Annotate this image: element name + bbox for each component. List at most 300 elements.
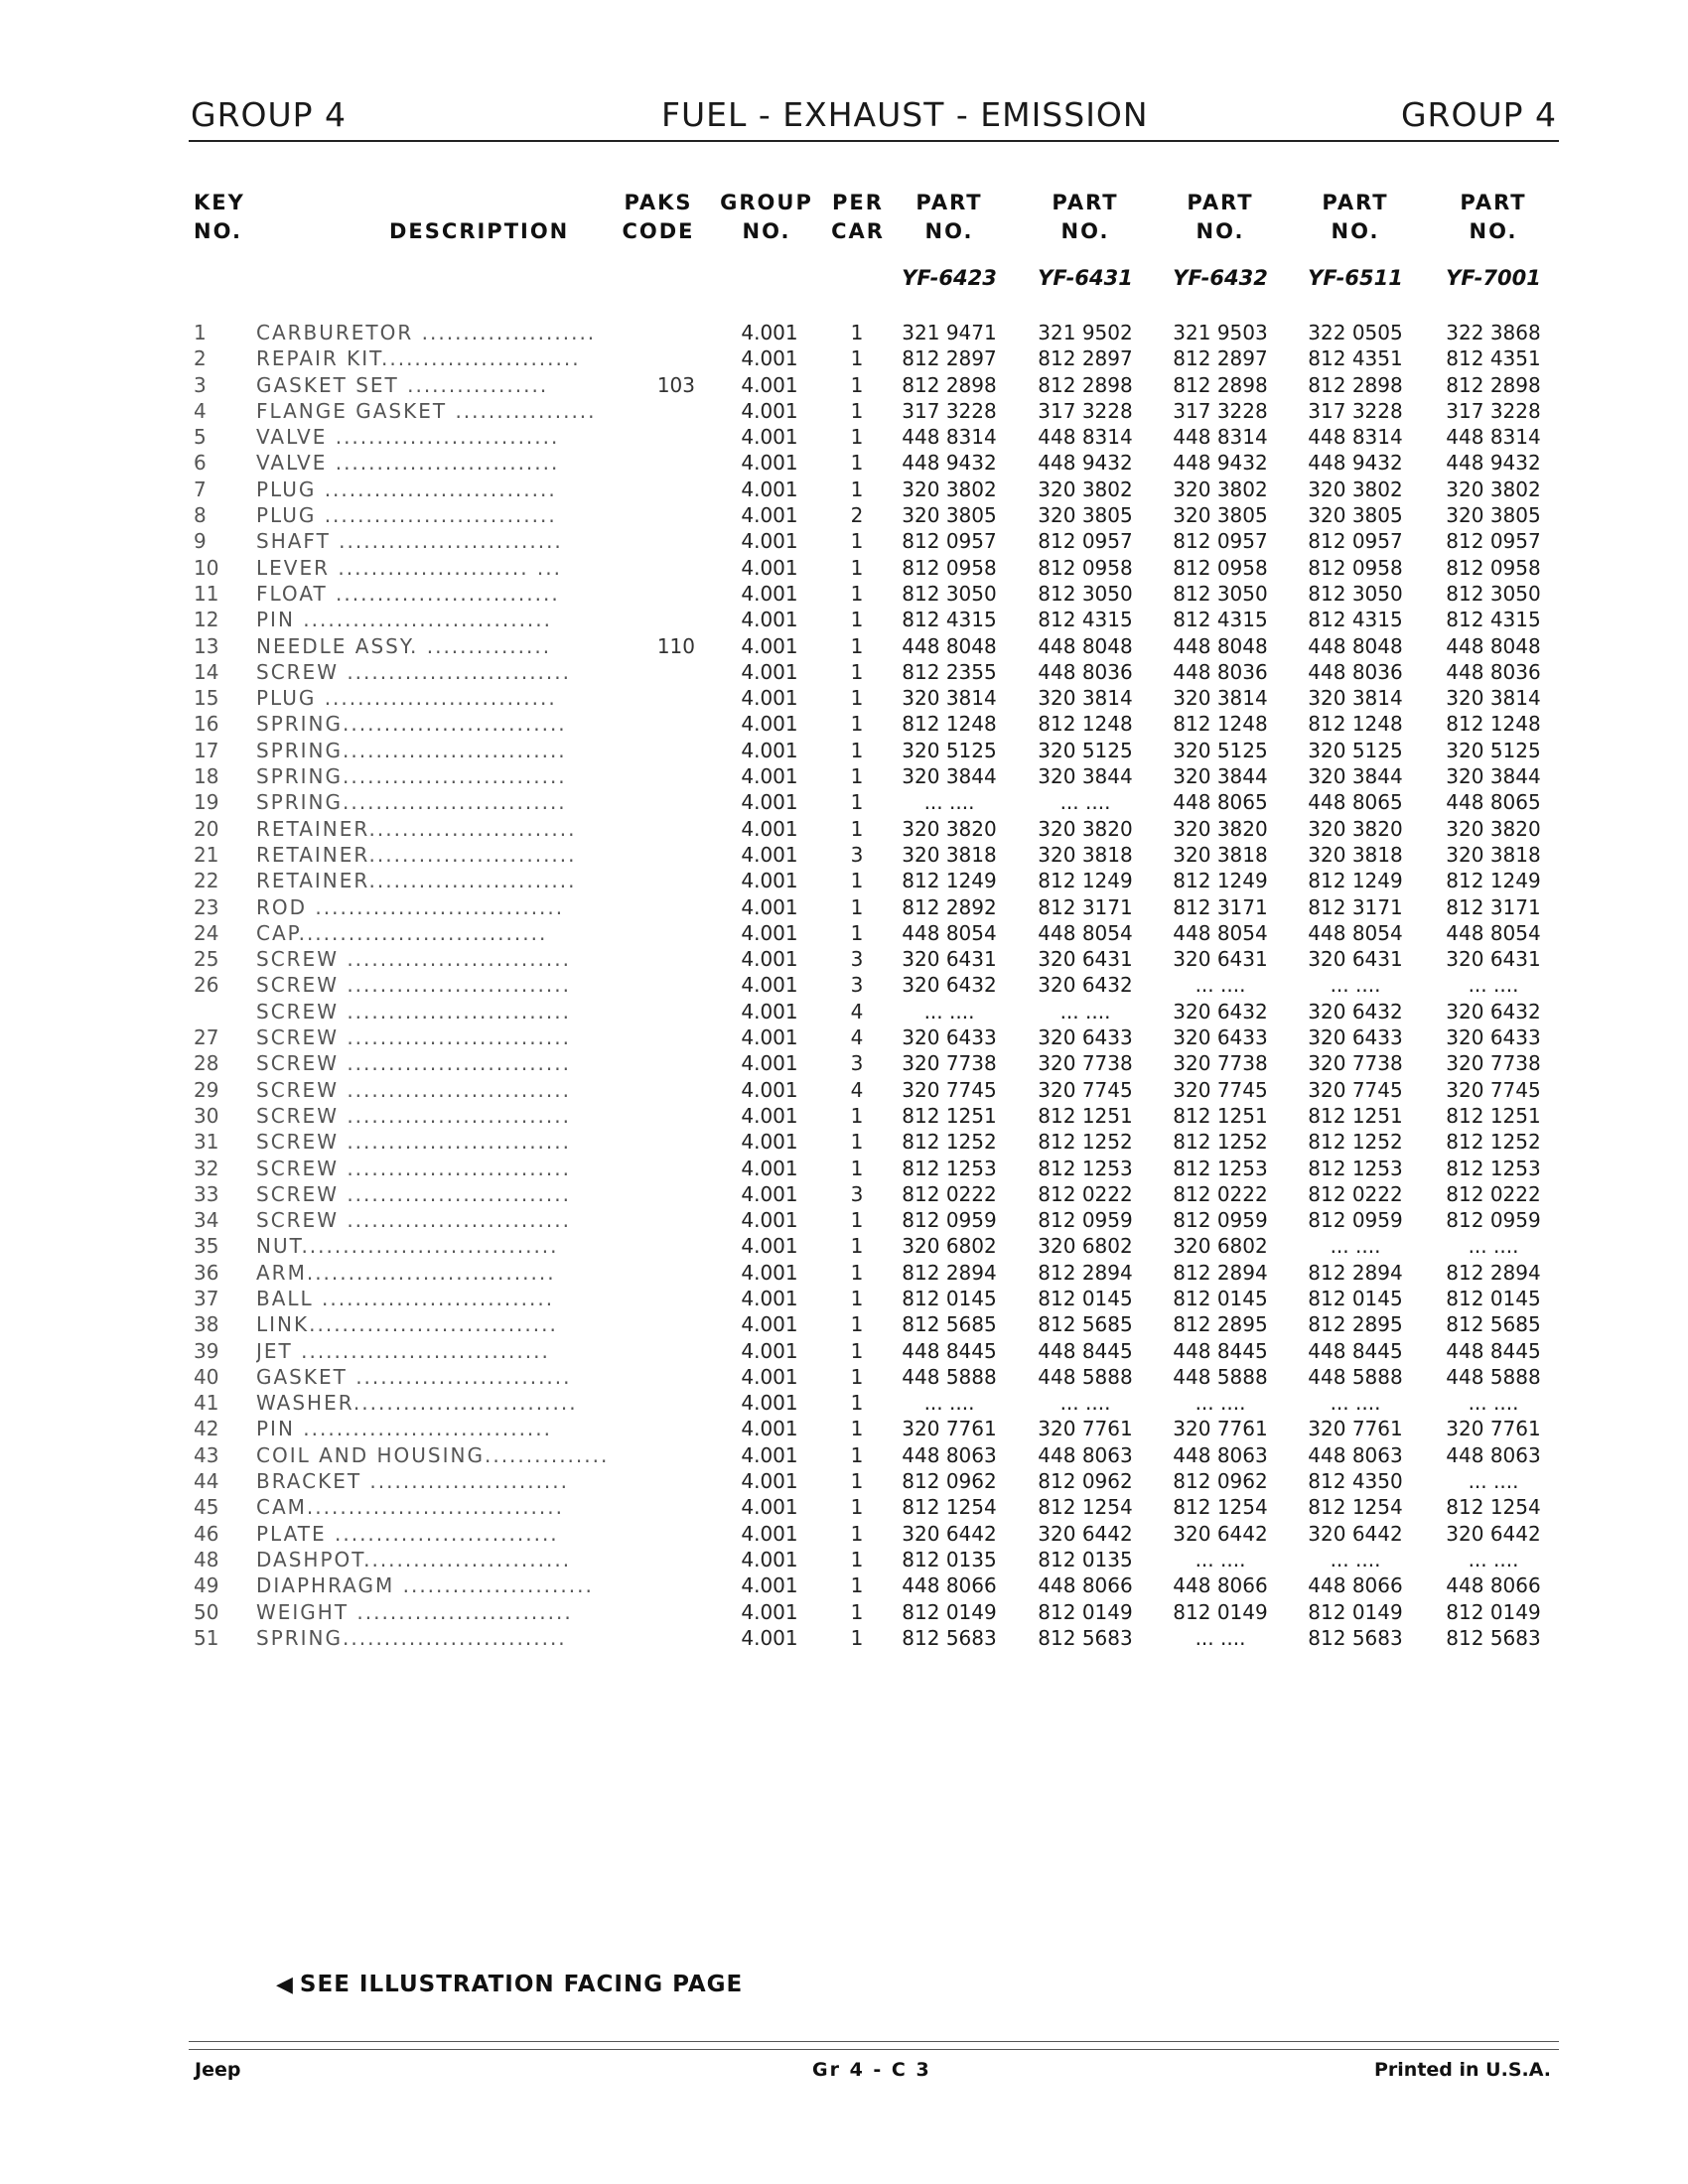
part-no-cell: 812 1249: [902, 869, 997, 893]
part-no-cell: 812 0962: [902, 1469, 997, 1494]
description-cell: SPRING...........................: [256, 712, 567, 737]
group-no-cell: 4.001: [741, 1391, 798, 1416]
table-row: [0, 345, 1688, 371]
part-no-cell: 812 5683: [902, 1625, 997, 1650]
part-no-cell: 320 7761: [1038, 1417, 1133, 1441]
part-no-cell: 320 3802: [1038, 477, 1133, 501]
model-yf-6431: YF-6431: [1038, 266, 1133, 290]
part-no-cell: 812 2894: [1308, 1260, 1403, 1285]
key-cell: 18: [194, 764, 219, 789]
part-no-cell: 321 9502: [1038, 321, 1133, 344]
description-cell: SPRING...........................: [256, 1625, 567, 1650]
part-no-cell: 320 3802: [1308, 477, 1403, 501]
description-cell: SCREW ...........................: [256, 947, 571, 972]
part-no-cell: 448 8314: [1173, 425, 1268, 450]
part-no-cell: 812 4315: [1446, 608, 1541, 632]
per-car-cell: 1: [850, 1547, 864, 1571]
table-row: [0, 1286, 1688, 1311]
description-cell: ARM..............................: [256, 1260, 556, 1285]
table-row: [0, 633, 1688, 659]
group-no-cell: 4.001: [741, 842, 798, 867]
per-car-cell: 1: [850, 608, 864, 632]
part-no-cell: 812 1252: [1173, 1130, 1268, 1155]
col-header-part-3: PART NO.: [1187, 191, 1254, 243]
description-cell: NEEDLE ASSY. ...............: [256, 633, 552, 658]
part-no-cell: 812 0145: [1038, 1286, 1133, 1310]
per-car-cell: 1: [850, 398, 864, 423]
table-row: [0, 581, 1688, 607]
part-no-cell: 448 8314: [1038, 425, 1133, 450]
part-no-cell: ... ....: [923, 999, 975, 1024]
description-cell: SCREW ...........................: [256, 1208, 571, 1233]
part-no-cell: ... ....: [923, 1391, 975, 1416]
key-cell: 42: [194, 1417, 219, 1441]
part-no-cell: 812 4315: [1173, 608, 1268, 632]
part-no-cell: 812 3171: [1173, 894, 1268, 919]
part-no-cell: ... ....: [923, 790, 975, 815]
group-no-cell: 4.001: [741, 1364, 798, 1389]
part-no-cell: 448 8048: [1038, 633, 1133, 658]
group-no-cell: 4.001: [741, 1573, 798, 1598]
description-cell: WEIGHT ..........................: [256, 1599, 573, 1624]
key-cell: 13: [194, 633, 219, 658]
part-no-cell: 812 0958: [1173, 555, 1268, 580]
part-no-cell: 812 1249: [1308, 869, 1403, 893]
col-header-per: PER CAR: [831, 191, 885, 243]
part-no-cell: 320 3805: [1038, 503, 1133, 528]
part-no-cell: 812 0145: [1308, 1286, 1403, 1310]
description-cell: SCREW ...........................: [256, 999, 571, 1024]
part-no-cell: ... ....: [1059, 999, 1111, 1024]
group-no-cell: 4.001: [741, 1338, 798, 1363]
col-header-key: KEY NO.: [194, 191, 245, 243]
key-cell: 41: [194, 1391, 219, 1416]
part-no-cell: 812 1252: [1308, 1130, 1403, 1155]
part-no-cell: 812 2898: [1308, 372, 1403, 397]
part-no-cell: 448 5888: [1446, 1364, 1541, 1389]
part-no-cell: 812 3050: [902, 581, 997, 606]
key-cell: 11: [194, 581, 219, 606]
part-no-cell: 812 2897: [1173, 346, 1268, 371]
key-cell: 36: [194, 1260, 219, 1285]
description-cell: WASHER...........................: [256, 1391, 578, 1416]
part-no-cell: 448 8036: [1308, 659, 1403, 684]
group-no-cell: 4.001: [741, 712, 798, 737]
part-no-cell: 320 6442: [1038, 1521, 1133, 1546]
table-row: [0, 424, 1688, 450]
part-no-cell: 320 7738: [1308, 1051, 1403, 1076]
description-cell: PIN ..............................: [256, 608, 552, 632]
header-rule: [189, 140, 1559, 142]
left-pointer-icon: ◀: [276, 1973, 294, 1997]
part-no-cell: 320 3844: [902, 764, 997, 789]
part-no-cell: 448 8065: [1446, 790, 1541, 815]
key-cell: 50: [194, 1599, 219, 1624]
key-cell: 12: [194, 608, 219, 632]
per-car-cell: 1: [850, 790, 864, 815]
description-cell: SCREW ...........................: [256, 1025, 571, 1050]
part-no-cell: 812 5685: [1446, 1312, 1541, 1337]
key-cell: 7: [194, 477, 207, 501]
part-no-cell: 320 6442: [1173, 1521, 1268, 1546]
part-no-cell: 320 6431: [1308, 947, 1403, 972]
table-row: [0, 1129, 1688, 1155]
part-no-cell: 812 2898: [1446, 372, 1541, 397]
part-no-cell: 448 8063: [902, 1442, 997, 1467]
group-no-cell: 4.001: [741, 451, 798, 476]
part-no-cell: 812 1248: [1308, 712, 1403, 737]
group-no-cell: 4.001: [741, 503, 798, 528]
part-no-cell: ... ....: [1468, 1391, 1519, 1416]
part-no-cell: 812 5685: [1038, 1312, 1133, 1337]
key-cell: 32: [194, 1156, 219, 1180]
group-no-cell: 4.001: [741, 477, 798, 501]
group-no-cell: 4.001: [741, 920, 798, 945]
per-car-cell: 1: [850, 1495, 864, 1520]
part-no-cell: 812 1249: [1038, 869, 1133, 893]
description-cell: CAM...............................: [256, 1495, 564, 1520]
part-no-cell: 812 1248: [1446, 712, 1541, 737]
part-no-cell: 812 2895: [1173, 1312, 1268, 1337]
key-cell: 9: [194, 529, 207, 554]
part-no-cell: 322 0505: [1308, 321, 1403, 344]
table-row: [0, 946, 1688, 972]
description-cell: PLATE ...........................: [256, 1521, 559, 1546]
description-cell: JET ..............................: [256, 1338, 550, 1363]
part-no-cell: 812 4350: [1308, 1469, 1403, 1494]
part-no-cell: 812 0149: [1308, 1599, 1403, 1624]
part-no-cell: 448 8445: [1038, 1338, 1133, 1363]
part-no-cell: 320 7761: [1446, 1417, 1541, 1441]
per-car-cell: 1: [850, 425, 864, 450]
group-no-cell: 4.001: [741, 529, 798, 554]
part-no-cell: 812 0222: [902, 1181, 997, 1206]
description-cell: FLOAT ...........................: [256, 581, 560, 606]
per-car-cell: 1: [850, 1338, 864, 1363]
part-no-cell: 448 8065: [1308, 790, 1403, 815]
group-no-cell: 4.001: [741, 1156, 798, 1180]
table-row: [0, 1416, 1688, 1441]
group-no-cell: 4.001: [741, 1417, 798, 1441]
description-cell: RETAINER.........................: [256, 842, 577, 867]
per-car-cell: 1: [850, 372, 864, 397]
group-no-cell: 4.001: [741, 321, 798, 344]
col-header-part-1: PART NO.: [915, 191, 983, 243]
table-row: [0, 528, 1688, 554]
part-no-cell: ... ....: [1195, 1391, 1246, 1416]
part-no-cell: 448 9432: [902, 451, 997, 476]
description-cell: SCREW ...........................: [256, 1051, 571, 1076]
part-no-cell: 448 8445: [902, 1338, 997, 1363]
description-cell: RETAINER.........................: [256, 869, 577, 893]
part-no-cell: 812 0135: [1038, 1547, 1133, 1571]
part-no-cell: 317 3228: [902, 398, 997, 423]
per-car-cell: 1: [850, 738, 864, 762]
part-no-cell: 448 8066: [1308, 1573, 1403, 1598]
part-no-cell: 317 3228: [1173, 398, 1268, 423]
part-no-cell: 812 1251: [902, 1103, 997, 1128]
part-no-cell: 448 8066: [1173, 1573, 1268, 1598]
per-car-cell: 3: [850, 973, 864, 998]
description-cell: SPRING...........................: [256, 790, 567, 815]
per-car-cell: 3: [850, 947, 864, 972]
part-no-cell: 448 8054: [1308, 920, 1403, 945]
key-cell: 31: [194, 1130, 219, 1155]
footer-rule-top: [189, 2041, 1559, 2042]
part-no-cell: 448 9432: [1038, 451, 1133, 476]
part-no-cell: 320 3820: [1446, 816, 1541, 841]
description-cell: SCREW ...........................: [256, 1156, 571, 1180]
table-row: [0, 1468, 1688, 1494]
part-no-cell: 812 1254: [1446, 1495, 1541, 1520]
group-no-cell: 4.001: [741, 608, 798, 632]
description-cell: SCREW ...........................: [256, 1103, 571, 1128]
description-cell: SPRING...........................: [256, 738, 567, 762]
part-no-cell: 320 7738: [1173, 1051, 1268, 1076]
group-no-cell: 4.001: [741, 1495, 798, 1520]
col-header-description: DESCRIPTION: [389, 219, 570, 243]
part-no-cell: 812 4315: [1038, 608, 1133, 632]
description-cell: DASHPOT.........................: [256, 1547, 572, 1571]
part-no-cell: 320 6433: [1173, 1025, 1268, 1050]
part-no-cell: 812 2898: [1038, 372, 1133, 397]
model-yf-6432: YF-6432: [1173, 266, 1268, 290]
part-no-cell: 812 0222: [1173, 1181, 1268, 1206]
part-no-cell: 812 0145: [1446, 1286, 1541, 1310]
key-cell: 20: [194, 816, 219, 841]
key-cell: 45: [194, 1495, 219, 1520]
per-car-cell: 1: [850, 894, 864, 919]
description-cell: SPRING...........................: [256, 764, 567, 789]
per-car-cell: 1: [850, 1364, 864, 1389]
part-no-cell: 448 8063: [1173, 1442, 1268, 1467]
footer-page-number: Gr 4 - C 3: [812, 2059, 931, 2081]
group-no-cell: 4.001: [741, 1547, 798, 1571]
per-car-cell: 1: [850, 1469, 864, 1494]
col-header-part-2: PART NO.: [1052, 191, 1119, 243]
part-no-cell: 812 2894: [1446, 1260, 1541, 1285]
part-no-cell: 812 0958: [1308, 555, 1403, 580]
part-no-cell: 320 6431: [1446, 947, 1541, 972]
part-no-cell: 320 3844: [1308, 764, 1403, 789]
table-row: [0, 816, 1688, 842]
part-no-cell: 812 2355: [902, 659, 997, 684]
part-no-cell: 812 5683: [1446, 1625, 1541, 1650]
table-row: [0, 555, 1688, 581]
part-no-cell: 812 4315: [1308, 608, 1403, 632]
table-row: [0, 1547, 1688, 1572]
part-no-cell: 812 2897: [1038, 346, 1133, 371]
part-no-cell: 812 2894: [902, 1260, 997, 1285]
description-cell: FLANGE GASKET .................: [256, 398, 597, 423]
part-no-cell: ... ....: [1468, 1234, 1519, 1259]
per-car-cell: 1: [850, 555, 864, 580]
per-car-cell: 1: [850, 1260, 864, 1285]
per-car-cell: 2: [850, 503, 864, 528]
part-no-cell: 320 3820: [1308, 816, 1403, 841]
table-row: [0, 450, 1688, 476]
table-row: [0, 320, 1688, 345]
key-cell: 46: [194, 1521, 219, 1546]
part-no-cell: 317 3228: [1038, 398, 1133, 423]
group-no-cell: 4.001: [741, 425, 798, 450]
group-no-cell: 4.001: [741, 1025, 798, 1050]
part-no-cell: 812 1253: [1446, 1156, 1541, 1180]
key-cell: 33: [194, 1181, 219, 1206]
key-cell: 38: [194, 1312, 219, 1337]
group-no-cell: 4.001: [741, 1599, 798, 1624]
part-no-cell: 812 0135: [902, 1547, 997, 1571]
part-no-cell: 812 1254: [1173, 1495, 1268, 1520]
description-cell: SCREW ...........................: [256, 1077, 571, 1102]
group-no-cell: 4.001: [741, 1521, 798, 1546]
per-car-cell: 1: [850, 321, 864, 344]
part-no-cell: 812 1253: [1308, 1156, 1403, 1180]
group-no-cell: 4.001: [741, 1051, 798, 1076]
part-no-cell: 320 6432: [1446, 999, 1541, 1024]
table-row: [0, 894, 1688, 920]
part-no-cell: 448 8445: [1173, 1338, 1268, 1363]
part-no-cell: ... ....: [1468, 973, 1519, 998]
part-no-cell: 320 7738: [902, 1051, 997, 1076]
table-row: [0, 920, 1688, 946]
key-cell: 1: [194, 321, 207, 344]
per-car-cell: 1: [850, 712, 864, 737]
key-cell: 23: [194, 894, 219, 919]
part-no-cell: 320 3805: [902, 503, 997, 528]
key-cell: 19: [194, 790, 219, 815]
part-no-cell: 320 3818: [902, 842, 997, 867]
part-no-cell: 812 0149: [1038, 1599, 1133, 1624]
group-no-cell: 4.001: [741, 1469, 798, 1494]
part-no-cell: 812 0149: [1173, 1599, 1268, 1624]
part-no-cell: 320 6432: [1308, 999, 1403, 1024]
part-no-cell: 812 0958: [1038, 555, 1133, 580]
part-no-cell: 812 4315: [902, 608, 997, 632]
part-no-cell: 448 5888: [902, 1364, 997, 1389]
group-no-cell: 4.001: [741, 398, 798, 423]
description-cell: SHAFT ...........................: [256, 529, 563, 554]
part-no-cell: 812 1251: [1038, 1103, 1133, 1128]
table-row: [0, 1625, 1688, 1651]
part-no-cell: 812 0962: [1173, 1469, 1268, 1494]
group-no-cell: 4.001: [741, 686, 798, 711]
part-no-cell: 320 6802: [902, 1234, 997, 1259]
part-no-cell: ... ....: [1059, 1391, 1111, 1416]
part-no-cell: 812 3050: [1038, 581, 1133, 606]
table-row: [0, 1521, 1688, 1547]
table-row: [0, 685, 1688, 711]
part-no-cell: 812 3171: [1038, 894, 1133, 919]
per-car-cell: 1: [850, 1130, 864, 1155]
part-no-cell: 320 3818: [1173, 842, 1268, 867]
group-no-cell: 4.001: [741, 1260, 798, 1285]
part-no-cell: 317 3228: [1446, 398, 1541, 423]
table-row: [0, 372, 1688, 398]
part-no-cell: 320 6432: [1173, 999, 1268, 1024]
part-no-cell: 320 3814: [1173, 686, 1268, 711]
part-no-cell: ... ....: [1059, 790, 1111, 815]
description-cell: ROD ..............................: [256, 894, 565, 919]
part-no-cell: 812 1251: [1173, 1103, 1268, 1128]
part-no-cell: 812 5685: [902, 1312, 997, 1337]
part-no-cell: ... ....: [1195, 973, 1246, 998]
part-no-cell: 812 4351: [1446, 346, 1541, 371]
part-no-cell: 812 2897: [902, 346, 997, 371]
part-no-cell: 812 1251: [1308, 1103, 1403, 1128]
part-no-cell: 448 8314: [902, 425, 997, 450]
key-cell: 17: [194, 738, 219, 762]
description-cell: REPAIR KIT........................: [256, 346, 581, 371]
part-no-cell: ... ....: [1468, 1547, 1519, 1571]
footer-brand: Jeep: [195, 2059, 241, 2081]
key-cell: 30: [194, 1103, 219, 1128]
group-no-cell: 4.001: [741, 947, 798, 972]
part-no-cell: 812 3171: [1308, 894, 1403, 919]
part-no-cell: 320 6433: [902, 1025, 997, 1050]
part-no-cell: 320 6442: [902, 1521, 997, 1546]
table-row: [0, 868, 1688, 893]
part-no-cell: 812 1248: [1038, 712, 1133, 737]
col-header-group: GROUP NO.: [720, 191, 813, 243]
table-row: [0, 711, 1688, 737]
part-no-cell: 320 3844: [1446, 764, 1541, 789]
per-car-cell: 1: [850, 346, 864, 371]
description-cell: SCREW ...........................: [256, 973, 571, 998]
group-no-cell: 4.001: [741, 633, 798, 658]
part-no-cell: 320 3818: [1308, 842, 1403, 867]
part-no-cell: ... ....: [1330, 973, 1381, 998]
part-no-cell: 448 9432: [1446, 451, 1541, 476]
part-no-cell: 448 8054: [902, 920, 997, 945]
group-no-cell: 4.001: [741, 1286, 798, 1310]
part-no-cell: 812 2894: [1173, 1260, 1268, 1285]
part-no-cell: 448 8048: [1446, 633, 1541, 658]
part-no-cell: 448 8063: [1308, 1442, 1403, 1467]
table-row: [0, 1599, 1688, 1625]
part-no-cell: 320 7745: [1173, 1077, 1268, 1102]
table-row: [0, 1077, 1688, 1103]
table-row: [0, 1572, 1688, 1598]
part-no-cell: 321 9471: [902, 321, 997, 344]
part-no-cell: 448 9432: [1173, 451, 1268, 476]
part-no-cell: 812 5683: [1038, 1625, 1133, 1650]
key-cell: 35: [194, 1234, 219, 1259]
group-no-cell: 4.001: [741, 1312, 798, 1337]
part-no-cell: 812 3050: [1173, 581, 1268, 606]
part-no-cell: 812 1253: [902, 1156, 997, 1180]
per-car-cell: 3: [850, 1181, 864, 1206]
part-no-cell: 320 3814: [902, 686, 997, 711]
key-cell: 3: [194, 372, 207, 397]
key-cell: 6: [194, 451, 207, 476]
part-no-cell: 322 3868: [1446, 321, 1541, 344]
part-no-cell: 812 1253: [1038, 1156, 1133, 1180]
key-cell: 26: [194, 973, 219, 998]
col-header-paks: PAKS CODE: [622, 191, 695, 243]
part-no-cell: 320 3814: [1308, 686, 1403, 711]
table-row: [0, 738, 1688, 763]
part-no-cell: 812 1254: [902, 1495, 997, 1520]
part-no-cell: 320 3820: [902, 816, 997, 841]
part-no-cell: 448 8054: [1173, 920, 1268, 945]
see-illustration-note: [276, 1972, 743, 1997]
part-no-cell: 812 2895: [1308, 1312, 1403, 1337]
table-row: [0, 607, 1688, 632]
key-cell: 51: [194, 1625, 219, 1650]
part-no-cell: 320 6431: [1173, 947, 1268, 972]
part-no-cell: 448 8063: [1038, 1442, 1133, 1467]
